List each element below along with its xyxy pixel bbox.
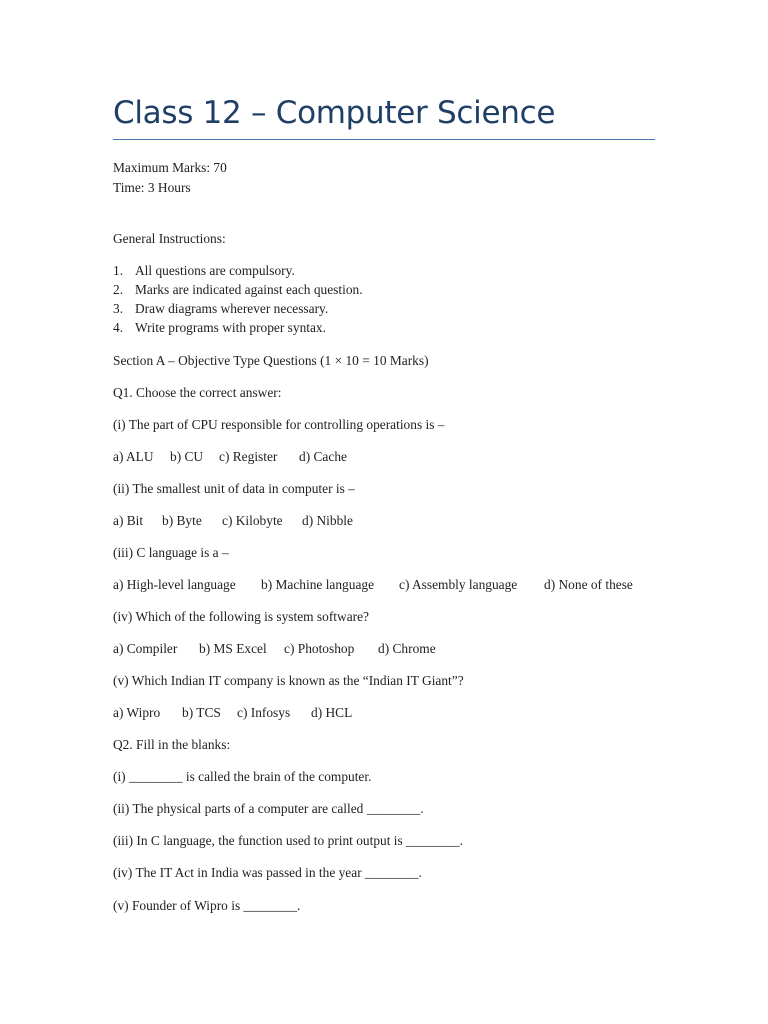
title-underline — [113, 139, 655, 140]
mcq-option: a) Wipro — [113, 705, 161, 720]
instruction-text: Draw diagrams wherever necessary. — [135, 301, 329, 316]
instruction-number: 3. — [113, 301, 124, 316]
mcq-option: d) None of these — [544, 577, 633, 592]
instruction-number: 2. — [113, 282, 124, 297]
mcq-options — [113, 704, 352, 722]
mcq-option: c) Kilobyte — [222, 513, 283, 528]
mcq-option: c) Assembly language — [399, 577, 518, 592]
instruction-item — [113, 262, 295, 280]
mcq-option: d) HCL — [311, 705, 353, 720]
mcq-options — [113, 640, 436, 658]
mcq-option: a) Compiler — [113, 641, 178, 656]
mcq-question: (iii) C language is a – — [113, 545, 229, 560]
mcq-option: a) ALU — [113, 449, 154, 464]
mcq-option: b) Machine language — [261, 577, 375, 592]
instruction-item — [113, 319, 326, 337]
instruction-text: All questions are compulsory. — [135, 263, 295, 278]
instruction-item — [113, 281, 363, 299]
instruction-text: Marks are indicated against each question. — [135, 282, 363, 297]
fill-blank-item: (iii) In C language, the function used to print output is ________. — [113, 833, 463, 848]
section-a-heading: Section A – Objective Type Questions (1 × 10 = 10 Marks) — [113, 353, 429, 368]
fill-blank-item: (v) Founder of Wipro is ________. — [113, 898, 301, 913]
mcq-option: c) Register — [219, 449, 278, 464]
instructions-heading: General Instructions: — [113, 231, 226, 246]
mcq-options — [113, 448, 347, 466]
max-marks: Maximum Marks: 70 — [113, 160, 227, 175]
mcq-options — [113, 576, 633, 594]
mcq-option: d) Chrome — [378, 641, 436, 656]
mcq-option: b) CU — [170, 449, 204, 464]
mcq-option: d) Cache — [299, 449, 347, 464]
mcq-question: (v) Which Indian IT company is known as the “Indian IT Giant”? — [113, 673, 464, 688]
fill-blank-item: (iv) The IT Act in India was passed in the year ________. — [113, 865, 422, 880]
mcq-options — [113, 512, 353, 530]
mcq-question: (ii) The smallest unit of data in computer is – — [113, 481, 355, 496]
mcq-option: b) MS Excel — [199, 641, 267, 656]
q2-prompt: Q2. Fill in the blanks: — [113, 737, 231, 752]
mcq-question: (i) The part of CPU responsible for controlling operations is – — [113, 417, 445, 432]
mcq-option: d) Nibble — [302, 513, 353, 528]
mcq-option: b) TCS — [182, 705, 221, 720]
mcq-option: b) Byte — [162, 513, 202, 528]
fill-blank-item: (i) ________ is called the brain of the computer. — [113, 769, 372, 784]
instruction-item — [113, 300, 328, 318]
mcq-option: a) Bit — [113, 513, 144, 528]
mcq-option: c) Infosys — [237, 705, 291, 720]
mcq-question: (iv) Which of the following is system software? — [113, 609, 369, 624]
mcq-option: a) High-level language — [113, 577, 236, 592]
mcq-option: c) Photoshop — [284, 641, 355, 656]
instruction-number: 1. — [113, 263, 124, 278]
exam-time: Time: 3 Hours — [113, 180, 191, 195]
page-title: Class 12 – Computer Science — [113, 95, 556, 131]
instruction-number: 4. — [113, 320, 124, 335]
fill-blank-item: (ii) The physical parts of a computer are called ________. — [113, 801, 424, 816]
instruction-text: Write programs with proper syntax. — [135, 320, 326, 335]
q1-prompt: Q1. Choose the correct answer: — [113, 385, 282, 400]
